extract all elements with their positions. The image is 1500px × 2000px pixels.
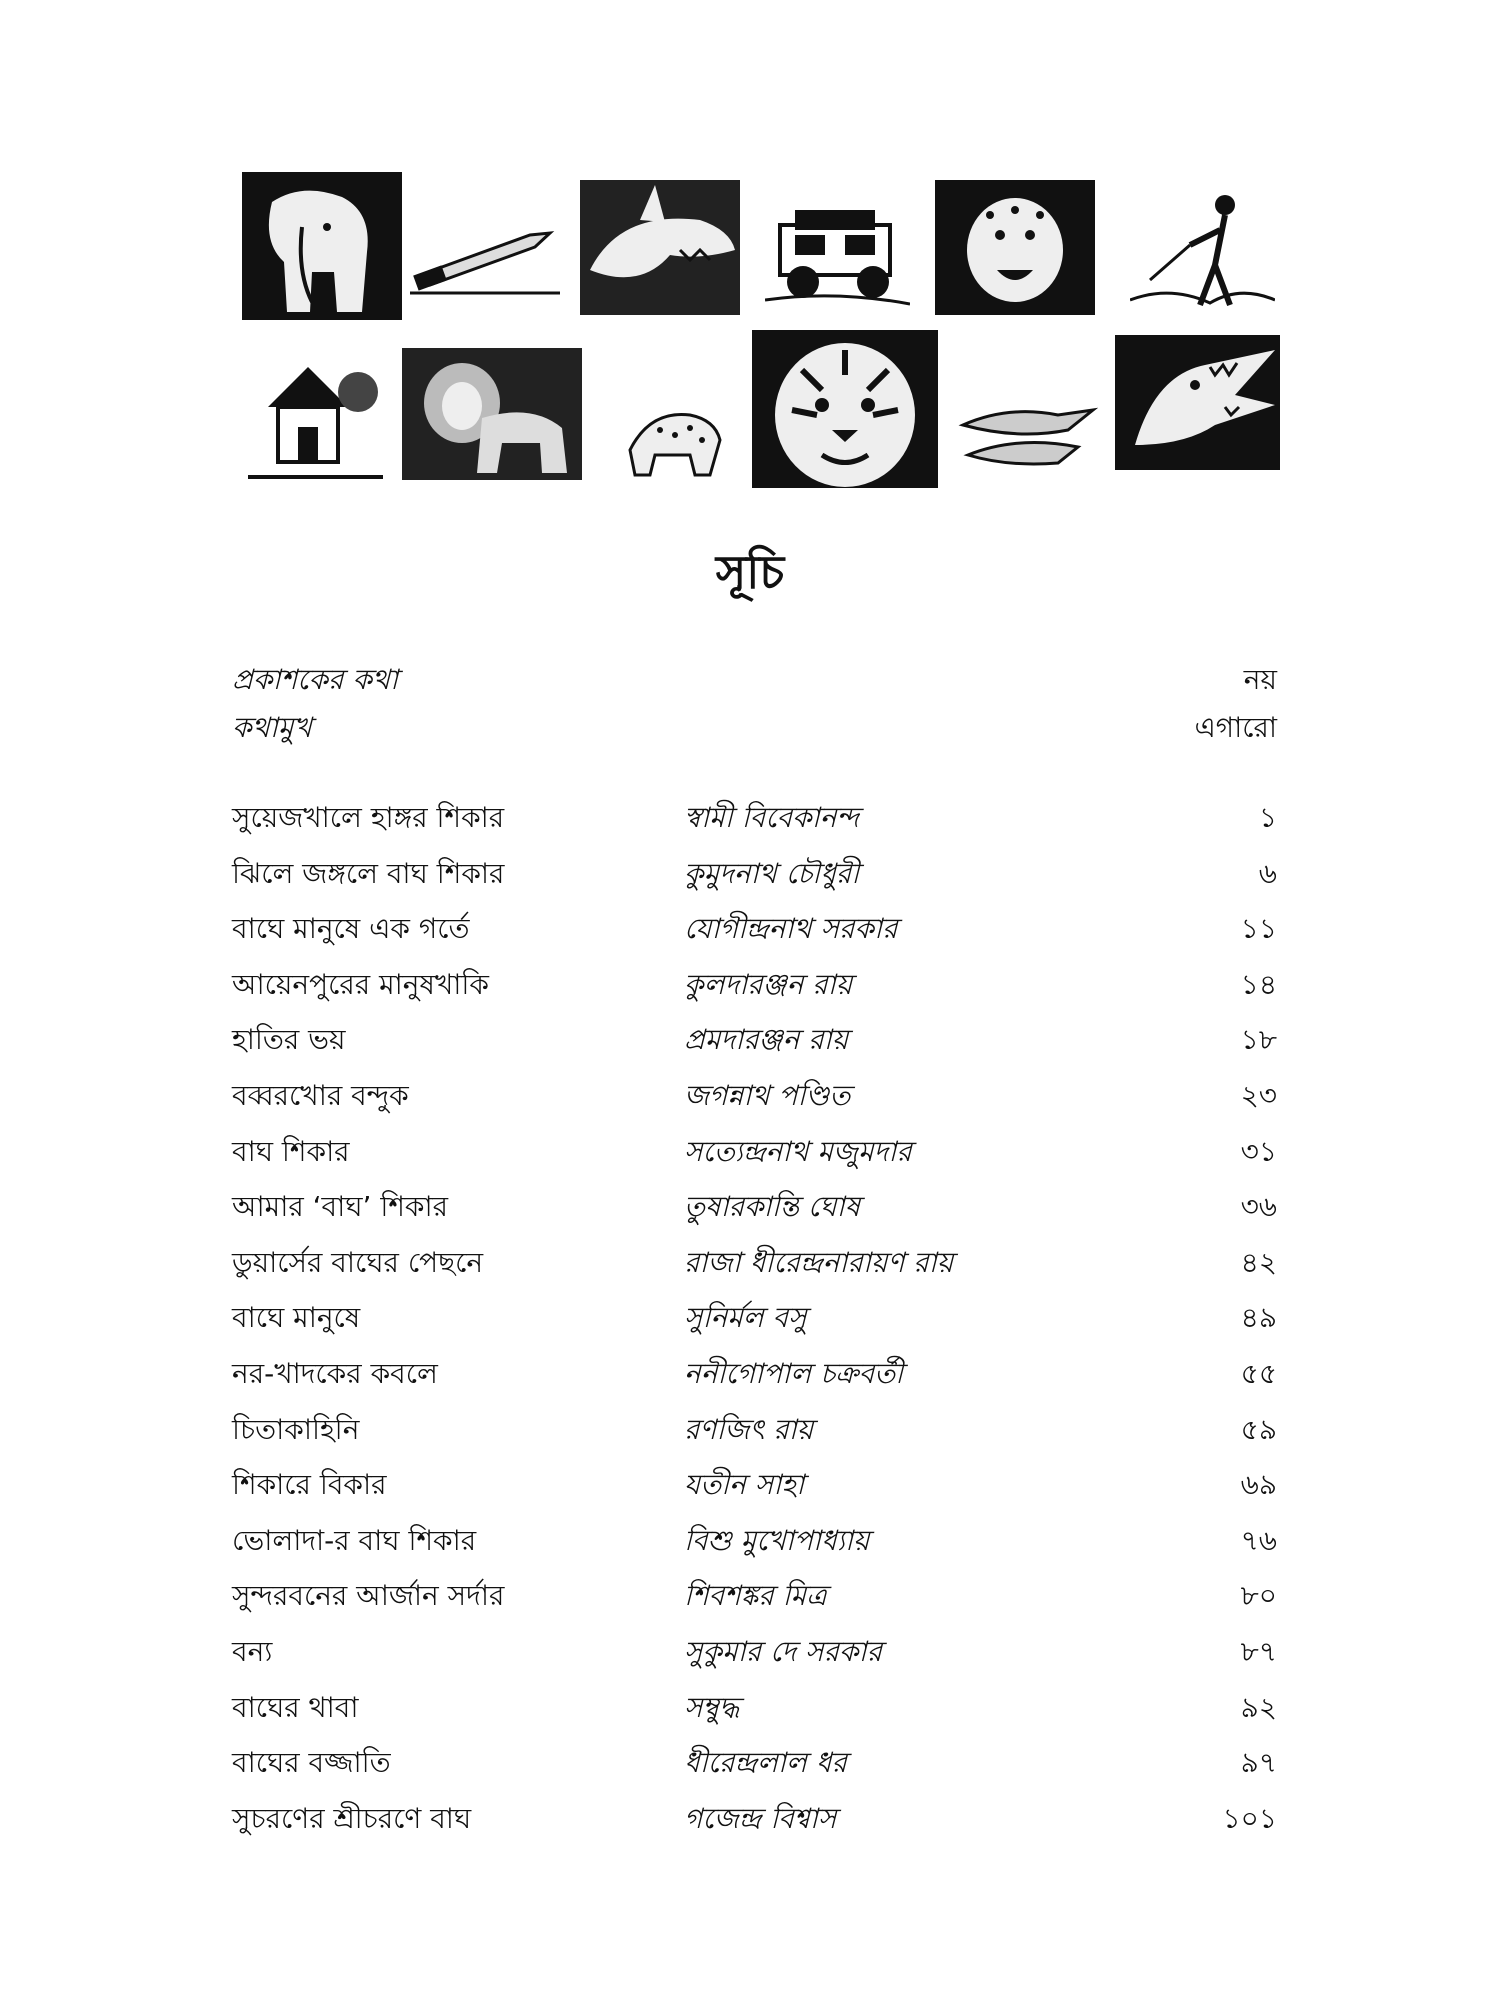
story-page: ১৪ [1240,967,1277,1001]
story-page: ৮৭ [1240,1634,1277,1668]
story-page: ৩৬ [1240,1190,1277,1224]
contents-row [232,1733,1277,1789]
story-page: ১১ [1240,912,1277,946]
story-author: গজেন্দ্র বিশ্বাস [684,1801,837,1835]
knife-illustration [410,215,560,295]
cheetah-illustration [610,380,730,480]
contents-row [232,1455,1277,1511]
story-title: নর-খাদকের কবলে [232,1356,438,1390]
elephant-illustration [242,172,402,320]
story-author: জগন্নাথ পণ্ডিত [684,1078,851,1112]
crocodiles-illustration [958,385,1098,470]
story-page: ৯২ [1240,1690,1277,1724]
hut-illustration [248,352,383,487]
story-author: বিশু মুখোপাধ্যায় [684,1523,870,1557]
front-matter-row [232,658,1277,708]
story-title: সুন্দরবনের আর্জান সর্দার [232,1579,505,1613]
story-title: বাঘের থাবা [232,1690,359,1724]
story-author: যোগীন্দ্রনাথ সরকার [684,912,898,946]
contents-row [232,1511,1277,1567]
story-title: শিকারে বিকার [232,1468,387,1502]
story-page: ৫৯ [1240,1412,1277,1446]
front-matter-label: কথামুখ [232,711,312,744]
leopard-illustration [935,180,1095,315]
contents-row [232,1233,1277,1289]
front-matter-label: প্রকাশকের কথা [232,663,399,696]
contents-row [232,1066,1277,1122]
story-author: সত্যেন্দ্রনাথ মজুমদার [684,1134,912,1168]
story-page: ১০১ [1222,1801,1277,1835]
story-title: চিতাকাহিনি [232,1412,360,1446]
story-title: ঝিলে জঙ্গলে বাঘ শিকার [232,856,505,890]
story-author: কুলদারঞ্জন রায় [684,967,853,1001]
story-title: বাঘের বজ্জাতি [232,1746,391,1780]
story-title: ডুয়ার্সের বাঘের পেছনে [232,1245,484,1279]
contents-row [232,1122,1277,1178]
story-author: রাজা ধীরেন্দ্রনারায়ণ রায় [684,1245,954,1279]
front-matter-page: এগারো [1194,711,1277,744]
story-title: সুয়েজখালে হাঙ্গর শিকার [232,801,505,834]
story-title: আমার ‘বাঘ’ শিকার [232,1190,449,1224]
page-title: সূচি [715,545,785,599]
story-title: সুচরণের শ্রীচরণে বাঘ [232,1801,472,1835]
story-author: তুষারকান্তি ঘোষ [684,1190,861,1224]
story-page: ৬ [1258,856,1277,890]
contents-row [232,1288,1277,1344]
story-page: ৫৫ [1240,1356,1277,1390]
story-title: আয়েনপুরের মানুষখাকি [232,967,490,1001]
story-author: কুমুদনাথ চৌধুরী [684,856,860,890]
story-page: ৪২ [1240,1245,1277,1279]
contents-row [232,1010,1277,1066]
story-author: শিবশঙ্কর মিত্র [684,1579,827,1613]
contents-row [232,1566,1277,1622]
contents-row [232,1678,1277,1734]
story-page: ২৩ [1240,1078,1277,1112]
lion-illustration [402,348,582,480]
story-author: সুকুমার দে সরকার [684,1634,883,1668]
story-title: বাঘে মানুষে [232,1301,361,1335]
contents-row [232,1177,1277,1233]
shark-illustration [580,180,740,315]
story-page: ৪৯ [1240,1301,1277,1335]
story-author: রণজিৎ রায় [684,1412,814,1446]
story-title: বাঘ শিকার [232,1134,350,1168]
contents-row [232,1344,1277,1400]
story-title: বন্য [232,1634,273,1668]
story-author: সুনির্মল বসু [684,1301,807,1335]
story-title: ভোলাদা-র বাঘ শিকার [232,1523,477,1557]
tiger-illustration [752,330,938,488]
story-title: বব্বরখোর বন্দুক [232,1078,409,1112]
front-matter-row [232,706,1277,756]
contents-row [232,899,1277,955]
story-author: প্রমদারঞ্জন রায় [684,1023,849,1057]
contents-row [232,1622,1277,1678]
story-page: ৮০ [1240,1579,1277,1613]
story-author: স্বামী বিবেকানন্দ [684,801,859,834]
story-page: ১৮ [1240,1023,1277,1057]
story-author: ধীরেন্দ্রলাল ধর [684,1746,847,1780]
story-page: ৬৯ [1240,1468,1277,1502]
contents-list [232,788,1277,1844]
front-matter-page: নয় [1243,663,1277,696]
story-page: ১ [1258,801,1277,834]
story-title: বাঘে মানুষে এক গর্তে [232,912,470,946]
hunter-illustration [1130,185,1275,310]
story-title: হাতির ভয় [232,1023,346,1057]
contents-row [232,955,1277,1011]
contents-row [232,844,1277,900]
story-page: ৯৭ [1240,1746,1277,1780]
story-page: ৩১ [1240,1134,1277,1168]
story-author: যতীন সাহা [684,1468,805,1502]
story-author: ননীগোপাল চক্রবর্তী [684,1356,904,1390]
crocodile-illustration [1115,335,1280,470]
contents-row [232,788,1277,844]
contents-row [232,1789,1277,1845]
contents-row [232,1400,1277,1456]
jeep-illustration [765,200,910,308]
story-author: সম্বুদ্ধ [684,1690,740,1724]
story-page: ৭৬ [1240,1523,1277,1557]
